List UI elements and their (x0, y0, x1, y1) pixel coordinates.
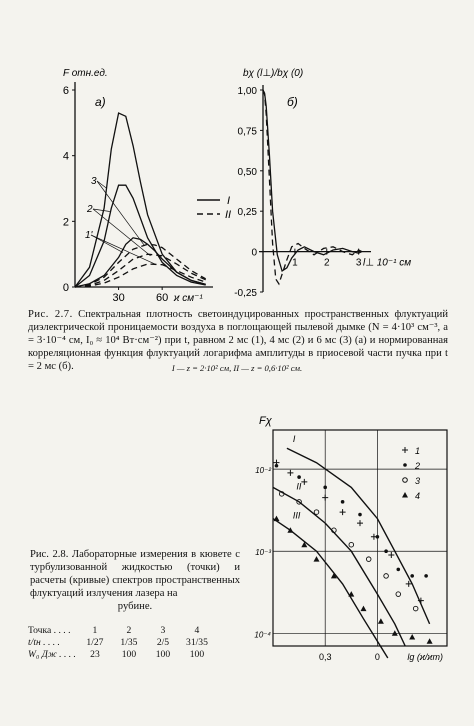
figure-2-7a-chart (55, 60, 220, 304)
curve-label: II (296, 481, 302, 492)
table-row-label: Точка . . . . (28, 625, 71, 636)
data-point (323, 486, 327, 490)
y-tick-label: 0,25 (237, 207, 257, 219)
data-point (301, 479, 307, 485)
table-row-label: t/tн . . . . (28, 637, 60, 648)
figure-2-7-label: Рис. 2.7. (28, 309, 73, 320)
data-point (341, 500, 345, 504)
x-axis-label: lg (ϰ/ϰm) (407, 652, 443, 662)
y-tick-label: 10⁻² (255, 466, 271, 476)
legend-solid-label: I (227, 195, 231, 207)
data-point (384, 549, 388, 553)
series-line (287, 448, 430, 624)
table-cell: 100 (189, 649, 205, 660)
panel-label: б) (287, 95, 298, 109)
y-tick-label: 0 (62, 282, 69, 294)
legend-marker (403, 463, 407, 467)
data-point (273, 516, 279, 522)
data-point (376, 535, 380, 539)
curve-label: 1' (85, 230, 93, 241)
y-tick-label: 0,50 (237, 166, 257, 178)
data-point (396, 592, 401, 597)
table-cell: 1 (92, 625, 98, 636)
table-cell: 31/35 (186, 637, 208, 648)
y-tick-label: 10⁻³ (255, 548, 271, 558)
series-line (75, 113, 206, 287)
table-row (28, 625, 216, 637)
data-point (357, 520, 363, 526)
data-point (410, 574, 414, 578)
table-cell: 23 (90, 649, 100, 660)
data-point (360, 606, 366, 612)
curve-label: III (292, 510, 301, 521)
table-cell: 4 (194, 625, 200, 636)
data-point (287, 470, 293, 476)
y-tick-label: 0,75 (237, 126, 257, 138)
figure-2-8-caption-last: рубине. (117, 601, 153, 612)
y-tick-label: -0,25 (234, 288, 257, 299)
data-point (424, 574, 428, 578)
figure-2-8-caption-text: Рис. 2.8. Лабораторные измерения в кювете с турбулизованной жидкостью (точки) и расчеты (кривые) спектров пространственных флуктуаций излучения лазера на (30, 549, 240, 599)
legend-marker (402, 492, 408, 498)
table-cell: 2/5 (156, 637, 170, 648)
data-point (340, 509, 346, 515)
x-axis-label: l⊥ 10⁻¹ см (363, 257, 412, 269)
data-point (388, 552, 394, 558)
data-point (297, 475, 301, 479)
figure-2-8-table (28, 625, 216, 661)
data-point (275, 464, 279, 468)
x-tick-label: 1 (292, 257, 298, 269)
figure-2-7-caption-text: Спектральная плотность светоиндуцированных пространственных флуктуаций диэлектрической проницаемости воздуха в поглощающей пылевой дымке (N = 4·10³ см⁻³, a = 3·10⁻⁴ см, I₀ ≈ 10⁴ Вт·см⁻²) при t, равном 2 мс (1), 4 мс (2) и 6 мс (3) (a) и нормированная корреляционная функция флуктуаций логарифма амплитуды в приосевой части пучка при t = 2 мс (б). (28, 309, 448, 372)
table-row (28, 649, 216, 661)
y-tick-label: 6 (62, 85, 69, 97)
y-tick-label: 10⁻⁴ (254, 630, 271, 640)
data-point (349, 542, 354, 547)
x-tick-label: 0,3 (318, 652, 332, 662)
legend-label: 3 (415, 476, 421, 486)
figure-2-8-chart (255, 408, 460, 678)
legend-label: 4 (415, 491, 421, 501)
x-tick-label: 30 (112, 292, 125, 304)
data-point (384, 574, 389, 579)
legend-label: 2 (415, 461, 421, 471)
legend-marker (403, 478, 408, 483)
table-cell: 100 (155, 649, 171, 660)
curve-label: 2 (87, 204, 93, 215)
table-row-label: W₀ Дж . . . . (28, 649, 76, 660)
x-axis-label: ϰ см⁻¹ (173, 293, 203, 304)
y-tick-label: 4 (62, 150, 69, 163)
table-cell: 2 (126, 625, 132, 636)
y-axis-label: Fχ (259, 415, 272, 427)
series-line (263, 90, 362, 271)
data-point (427, 638, 433, 644)
series-line (75, 185, 206, 287)
data-point (366, 557, 371, 562)
series-line (273, 519, 388, 658)
y-tick-label: 0 (251, 247, 257, 259)
table-cell: 100 (121, 649, 137, 660)
data-point (396, 568, 400, 572)
x-tick-label: 60 (156, 292, 169, 304)
table-row (28, 637, 216, 649)
table-cell: 1/27 (86, 637, 104, 648)
x-tick-label: 3 (355, 257, 362, 269)
x-tick-label: 0 (374, 652, 380, 662)
x-tick-label: 2 (323, 257, 330, 269)
y-axis-label: bχ (l⊥)/bχ (0) (243, 68, 304, 79)
data-point (413, 606, 418, 611)
figure-2-7-note: I — z = 2·10² см, II — z = 0,6·10² см. (171, 363, 303, 373)
y-axis-label: F отн.ед. (63, 68, 108, 79)
data-point (358, 513, 362, 517)
legend-label: 1 (415, 446, 421, 456)
curve-label: 3 (91, 176, 97, 187)
figure-2-8-caption (30, 548, 240, 613)
y-tick-label: 1,00 (237, 86, 257, 97)
curve-label: I (292, 434, 296, 445)
legend-dashed-label: II (225, 209, 232, 221)
table-cell: 1/35 (120, 637, 138, 648)
data-point (378, 618, 384, 624)
y-tick-label: 2 (62, 216, 69, 229)
curve-leader (97, 181, 145, 246)
data-point (314, 510, 319, 515)
table-cell: 3 (160, 625, 166, 636)
legend-marker (402, 447, 408, 453)
data-point (322, 495, 328, 501)
data-point (409, 634, 415, 640)
data-point (314, 556, 320, 562)
panel-label: а) (95, 95, 106, 109)
figure-2-7b-chart (215, 60, 412, 300)
